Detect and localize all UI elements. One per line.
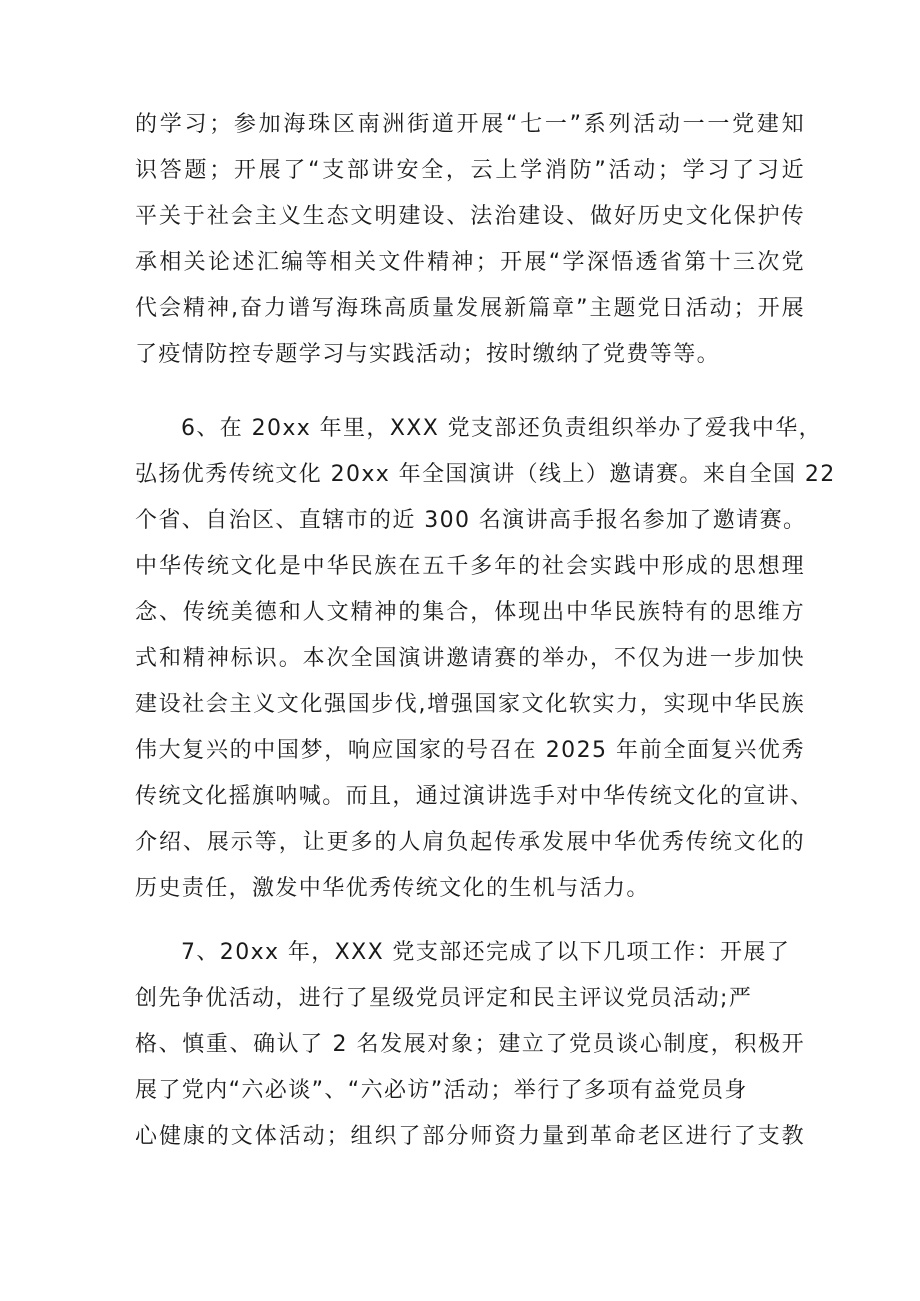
paragraph-3-line: 7、20xx 年，XXX 党支部还完成了以下几项工作：开展了 — [181, 940, 791, 965]
paragraph-3-line: 格、慎重、确认了 2 名发展对象；建立了党员谈心制度，积极开 — [135, 1032, 805, 1057]
paragraph-2-line: 6、在 20xx 年里，XXX 党支部还负责组织举办了爱我中华， — [181, 416, 823, 441]
paragraph-1-line: 代会精神,奋力谱写海珠高质量发展新篇章”主题党日活动；开展 — [135, 296, 805, 321]
paragraph-2-line: 中华传统文化是中华民族在五千多年的社会实践中形成的思想理 — [135, 554, 805, 579]
paragraph-1-line: 平关于社会主义生态文明建设、法治建设、做好历史文化保护传 — [135, 204, 805, 229]
paragraph-2-line: 历史责任，激发中华优秀传统文化的生机与活力。 — [135, 876, 650, 901]
paragraph-2-line: 式和精神标识。本次全国演讲邀请赛的举办，不仅为进一步加快 — [135, 646, 805, 671]
paragraph-2-line: 念、传统美德和人文精神的集合，体现出中华民族特有的思维方 — [135, 600, 805, 625]
paragraph-3-line: 创先争优活动，进行了星级党员评定和民主评议党员活动;严 — [135, 986, 753, 1011]
paragraph-1-line: 了疫情防控专题学习与实践活动；按时缴纳了党费等等。 — [135, 342, 721, 367]
paragraph-2-line: 介绍、展示等，让更多的人肩负起传承发展中华优秀传统文化的 — [135, 830, 805, 855]
paragraph-2-line: 伟大复兴的中国梦，响应国家的号召在 2025 年前全面复兴优秀 — [135, 738, 805, 763]
paragraph-1-line: 承相关论述汇编等相关文件精神；开展“学深悟透省第十三次党 — [135, 250, 805, 275]
paragraph-1-line: 的学习；参加海珠区南洲街道开展“七一”系列活动一一党建知 — [135, 112, 805, 137]
paragraph-2-line: 个省、自治区、直辖市的近 300 名演讲高手报名参加了邀请赛。 — [135, 508, 807, 533]
paragraph-3-line: 心健康的文体活动；组织了部分师资力量到革命老区进行了支教 — [135, 1124, 805, 1149]
paragraph-2 — [135, 406, 836, 912]
paragraph-2-line: 弘扬优秀传统文化 20xx 年全国演讲（线上）邀请赛。来自全国 22 — [135, 462, 836, 487]
paragraph-1 — [135, 102, 805, 378]
paragraph-2-line: 建设社会主义文化强国步伐,增强国家文化软实力，实现中华民族 — [135, 692, 805, 717]
paragraph-3-line: 展了党内“六必谈”、“六必访”活动；举行了多项有益党员身 — [135, 1078, 748, 1103]
paragraph-3 — [135, 930, 805, 1160]
paragraph-1-line: 识答题；开展了“支部讲安全，云上学消防”活动；学习了习近 — [135, 158, 805, 183]
paragraph-2-line: 传统文化摇旗呐喊。而且，通过演讲选手对中华传统文化的宣讲、 — [135, 784, 814, 809]
